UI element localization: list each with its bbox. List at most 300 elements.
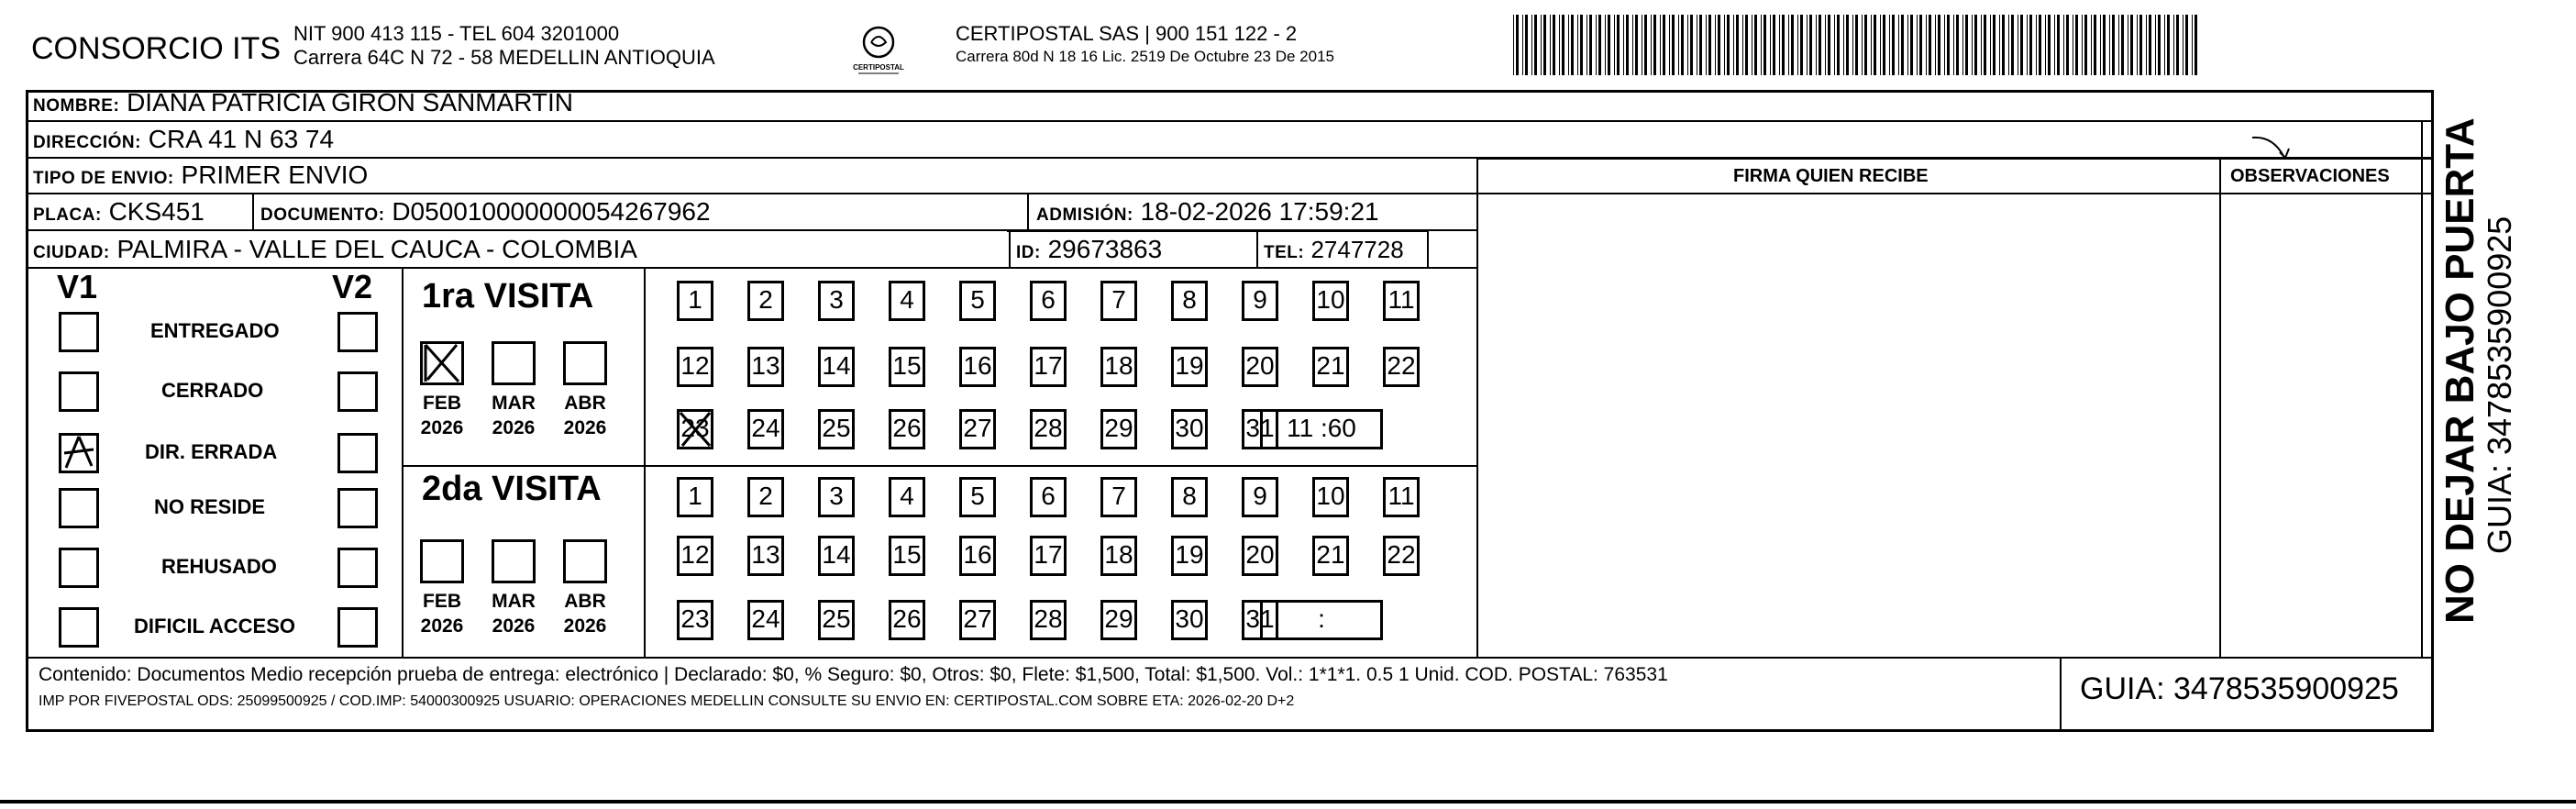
barcode-bar (1550, 15, 1551, 75)
visit1-day-box[interactable]: 29 (1100, 409, 1137, 449)
visit2-day-box[interactable]: 18 (1100, 536, 1137, 576)
status-reason-label: DIR. ERRADA (145, 440, 278, 463)
admission-value: 18-02-2026 17:59:21 (1140, 197, 1379, 226)
plate-label: PLACA: (33, 205, 102, 225)
visit2-month-name: FEB (423, 591, 461, 612)
barcode-bar (1807, 15, 1808, 75)
sig-header-divider (1478, 193, 2432, 194)
barcode-bar (1929, 15, 1931, 75)
barcode-bar (1559, 15, 1560, 75)
visit1-day-box[interactable]: 2 (747, 281, 784, 321)
visit2-day-box[interactable]: 5 (959, 477, 996, 517)
barcode-bar (1907, 15, 1908, 75)
barcode-bar (1852, 15, 1853, 75)
dir-errada-check-mark (59, 433, 99, 473)
visit2-day-box[interactable]: 27 (959, 600, 996, 640)
signature-header: FIRMA QUIEN RECIBE (1733, 166, 1929, 186)
barcode-bar (1562, 15, 1564, 75)
visit1-day-box[interactable]: 30 (1171, 409, 1208, 449)
barcode-bar (1889, 15, 1890, 75)
barcode-bar (1534, 15, 1537, 75)
visit2-month-checkbox[interactable] (420, 539, 464, 583)
barcode-bar (1981, 15, 1982, 75)
visit2-day-box[interactable]: 26 (889, 600, 925, 640)
admission-field (1036, 197, 1379, 230)
id-box-bottom (1007, 230, 1429, 232)
barcode-bar (1543, 15, 1546, 75)
visit1-day-box[interactable]: 20 (1242, 347, 1278, 387)
barcode-bar (2149, 15, 2151, 75)
v2-checkbox[interactable] (337, 607, 378, 648)
barcode-bar (1724, 15, 1725, 75)
v2-checkbox[interactable] (337, 433, 378, 473)
visit1-month-name: FEB (423, 393, 461, 414)
barcode-bar (1834, 15, 1835, 75)
barcode-bar (1864, 15, 1867, 75)
v2-checkbox[interactable] (337, 312, 378, 352)
barcode-bar (2100, 15, 2101, 75)
visit2-day-box[interactable]: 23 (677, 600, 713, 640)
barcode-bar (2109, 15, 2110, 75)
v2-checkbox[interactable] (337, 371, 378, 412)
barcode-bar (1938, 15, 1940, 75)
v1-checkbox[interactable] (59, 488, 99, 528)
barcode-bar (1843, 15, 1844, 75)
barcode-bar (1687, 15, 1688, 75)
visit1-day-box[interactable]: 19 (1171, 347, 1208, 387)
barcode-bar (2045, 15, 2046, 75)
visit1-day-box[interactable]: 9 (1242, 281, 1278, 321)
visit2-day-box[interactable]: 6 (1030, 477, 1067, 517)
visit1-time-box[interactable]: 11 :60 (1260, 409, 1383, 449)
visit2-day-box[interactable]: 24 (747, 600, 784, 640)
sig-left (1476, 158, 1478, 657)
barcode-bar (1708, 15, 1711, 75)
barcode-bar (2075, 15, 2078, 75)
visit1-day-box[interactable]: 16 (959, 347, 996, 387)
barcode-bar (1617, 15, 1620, 75)
visit1-day-box[interactable]: 17 (1030, 347, 1067, 387)
visit1-day-box[interactable]: 24 (747, 409, 784, 449)
barcode-bar (1653, 15, 1656, 75)
barcode-bar (1598, 15, 1601, 75)
id-field (1016, 235, 1162, 268)
barcode-bar (1577, 15, 1578, 75)
barcode-bar (1883, 15, 1885, 75)
barcode-bar (2158, 15, 2161, 75)
visit1-month-checkbox[interactable] (492, 341, 536, 385)
barcode-bar (2195, 15, 2197, 75)
visit2-day-box[interactable]: 1 (677, 477, 713, 517)
barcode-bar (1541, 15, 1542, 75)
plate-divider (252, 194, 254, 230)
barcode-bar (2084, 15, 2087, 75)
barcode-bar (1623, 15, 1624, 75)
barcode-bar (1953, 15, 1954, 75)
barcode-bar (1944, 15, 1945, 75)
barcode-bar (1651, 15, 1652, 75)
barcode-bar (1727, 15, 1730, 75)
footer-content: Contenido: Documentos Medio recepción prueba de entrega: electrónico | Declarado: $0, % Seguro: $0, Otros: $0, Flete: $1,500, Total: $1,500. Vol.: 1*1*1. 0.5 1 Unid. COD. POSTAL: 763531 (39, 664, 1668, 685)
barcode-bar (1632, 15, 1633, 75)
barcode-bar (1797, 15, 1798, 75)
barcode-bar (1644, 15, 1647, 75)
barcode-bar (1782, 15, 1785, 75)
send-type-label: TIPO DE ENVIO: (33, 169, 174, 188)
visit2-month-year: 2026 (563, 615, 607, 637)
visit2-month-checkbox[interactable] (492, 539, 536, 583)
document-label: DOCUMENTO: (260, 205, 385, 225)
barcode-bar (2192, 15, 2193, 75)
visit2-day-box[interactable]: 4 (889, 477, 925, 517)
visit1-day-box[interactable]: 12 (677, 347, 713, 387)
barcode-bar (1589, 15, 1592, 75)
barcode-bar (1580, 15, 1583, 75)
visit2-day-box[interactable]: 16 (959, 536, 996, 576)
barcode-bar (1553, 15, 1555, 75)
v1-checkbox[interactable] (59, 548, 99, 588)
barcode-bar (1984, 15, 1986, 75)
visit-divider (402, 465, 1478, 467)
courier-line: CERTIPOSTAL SAS | 900 151 122 - 2 (956, 22, 1298, 45)
nit-line: NIT 900 413 115 - TEL 604 3201000 (293, 22, 620, 45)
bottom-edge (0, 800, 2576, 803)
barcode-bar (1614, 15, 1615, 75)
shipment-form (26, 90, 2434, 732)
visit1-day-box[interactable]: 13 (747, 347, 784, 387)
send-type-value: PRIMER ENVIO (181, 161, 369, 189)
visit1-day-box[interactable]: 11 (1383, 281, 1420, 321)
barcode-bar (1990, 15, 1991, 75)
barcode-bar (1880, 15, 1881, 75)
obs-left (2219, 158, 2221, 657)
visit2-day-box[interactable]: 20 (1242, 536, 1278, 576)
barcode-bar (2121, 15, 2124, 75)
barcode-bar (2173, 15, 2174, 75)
barcode-bar (1736, 15, 1739, 75)
barcode-bar (2011, 15, 2014, 75)
barcode-bar (1672, 15, 1675, 75)
visit2-day-box[interactable]: 30 (1171, 600, 1208, 640)
visit2-day-box[interactable]: 29 (1100, 600, 1137, 640)
v1-checkbox[interactable] (59, 312, 99, 352)
barcode-bar (1837, 15, 1840, 75)
day-23-x-mark (677, 409, 713, 449)
barcode-bar (1513, 15, 1514, 75)
barcode-bar (2002, 15, 2005, 75)
barcode-bar (2185, 15, 2188, 75)
admission-box-top (1027, 193, 1478, 194)
barcode-bar (1846, 15, 1849, 75)
v1-checkbox[interactable] (59, 371, 99, 412)
barcode-bar (1800, 15, 1803, 75)
city-label: CIUDAD: (33, 243, 110, 262)
name-label: NOMBRE: (33, 96, 120, 116)
barcode-bar (1892, 15, 1895, 75)
barcode-bar (1531, 15, 1532, 75)
plate-value: CKS451 (108, 197, 205, 226)
barcode-bar (1898, 15, 1899, 75)
v2-checkbox[interactable] (337, 488, 378, 528)
barcode-bar (1972, 15, 1973, 75)
barcode-bar (2048, 15, 2051, 75)
feb-x-mark (420, 341, 464, 385)
visit2-day-box[interactable]: 7 (1100, 477, 1137, 517)
visit1-month-year: 2026 (420, 417, 464, 438)
barcode-bar (1681, 15, 1684, 75)
visit1-day-box[interactable]: 21 (1312, 347, 1349, 387)
barcode-bar (1733, 15, 1734, 75)
plate-field (33, 197, 205, 230)
visit1-day-box[interactable]: 18 (1100, 347, 1137, 387)
courier-info (956, 22, 1334, 68)
barcode-bar (1605, 15, 1606, 75)
visit2-day-box[interactable]: 21 (1312, 536, 1349, 576)
visit2-title: 2da VISITA (422, 470, 602, 508)
barcode-bar (1669, 15, 1670, 75)
barcode-bar (2176, 15, 2179, 75)
visit1-day-box[interactable]: 7 (1100, 281, 1137, 321)
visit2-time-box[interactable]: : (1260, 600, 1383, 640)
barcode-bar (1754, 15, 1757, 75)
visit2-day-box[interactable]: 31 (1242, 600, 1278, 640)
barcode-bar (1516, 15, 1519, 75)
barcode-bar (1663, 15, 1665, 75)
tel-divider (1256, 230, 1258, 267)
barcode-bar (2008, 15, 2009, 75)
visit2-day-box[interactable]: 12 (677, 536, 713, 576)
id-divider (1009, 230, 1011, 267)
visit2-day-box[interactable]: 19 (1171, 536, 1208, 576)
admission-label: ADMISIÓN: (1036, 205, 1133, 225)
barcode-bar (1773, 15, 1775, 75)
tel-field (1264, 235, 1404, 268)
barcode-bar (1874, 15, 1876, 75)
obs-right (2421, 121, 2423, 657)
barcode-bar (1901, 15, 1904, 75)
v2-checkbox[interactable] (337, 548, 378, 588)
barcode-bar (1635, 15, 1638, 75)
visit1-day-box[interactable]: 15 (889, 347, 925, 387)
barcode-bar (1763, 15, 1766, 75)
footer-guia-divider (2060, 657, 2062, 732)
footer-divider (28, 657, 2432, 659)
visit1-month-name: MAR (492, 393, 536, 414)
visit1-day-box[interactable]: 6 (1030, 281, 1067, 321)
barcode-bar (1809, 15, 1812, 75)
tel-value: 2747728 (1310, 236, 1404, 263)
visit2-day-box[interactable]: 22 (1383, 536, 1420, 576)
barcode-bar (2039, 15, 2041, 75)
status-divider (402, 268, 404, 657)
barcode-bar (1718, 15, 1720, 75)
visit1-month-label (561, 391, 609, 440)
barcode-bar (1660, 15, 1661, 75)
visit1-month-year: 2026 (563, 417, 607, 438)
barcode-bar (1935, 15, 1936, 75)
status-reason-label: CERRADO (161, 379, 264, 402)
license-line: Carrera 80d N 18 16 Lic. 2519 De Octubre 23 De 2015 (956, 48, 1334, 65)
recipient-name: DIANA PATRICIA GIRON SANMARTIN (127, 88, 574, 116)
visit2-day-box[interactable]: 14 (818, 536, 855, 576)
visit1-day-box[interactable]: 23 (677, 409, 713, 449)
visit2-day-box[interactable]: 13 (747, 536, 784, 576)
barcode-bar (1965, 15, 1968, 75)
v1-label: V1 (57, 268, 98, 305)
visit2-month-name: MAR (492, 591, 536, 612)
visit1-month-label (490, 391, 537, 440)
barcode-bar (1816, 15, 1817, 75)
barcode-bar (1910, 15, 1913, 75)
status-reason-label: REHUSADO (161, 555, 277, 578)
barcode-bar (1825, 15, 1826, 75)
visit1-day-box[interactable]: 28 (1030, 409, 1067, 449)
v1-checkbox[interactable] (59, 607, 99, 648)
visit1-title: 1ra VISITA (422, 277, 594, 316)
barcode-bar (1706, 15, 1707, 75)
barcode-bar (2139, 15, 2142, 75)
visit2-day-box[interactable]: 3 (818, 477, 855, 517)
barcode-bar (2183, 15, 2184, 75)
visit2-month-label (490, 589, 537, 638)
barcode-bar (2155, 15, 2156, 75)
barcode-bar (1699, 15, 1702, 75)
visit1-day-box[interactable]: 31 (1242, 409, 1278, 449)
status-reason-label: NO RESIDE (154, 495, 266, 518)
observations-header: OBSERVACIONES (2230, 166, 2390, 186)
visit2-month-label (561, 589, 609, 638)
visit1-day-box[interactable]: 4 (889, 281, 925, 321)
document-field (260, 197, 711, 230)
barcode-bar (1917, 15, 1918, 75)
visit2-day-box[interactable]: 10 (1312, 477, 1349, 517)
address-row (33, 125, 334, 158)
visit2-month-label (418, 589, 466, 638)
no-dejar-warning: NO DEJAR BAJO PUERTA (2438, 117, 2482, 624)
visit2-day-box[interactable]: 25 (818, 600, 855, 640)
barcode-bar (1761, 15, 1762, 75)
company-name: CONSORCIO ITS (31, 31, 282, 66)
barcode-bar (1926, 15, 1927, 75)
barcode-bar (1956, 15, 1959, 75)
barcode-bar (2054, 15, 2055, 75)
barcode-bar (1871, 15, 1872, 75)
barcode-bar (1525, 15, 1528, 75)
visit2-day-box[interactable]: 11 (1383, 477, 1420, 517)
visit2-month-checkbox[interactable] (563, 539, 607, 583)
visit1-day-box[interactable]: 27 (959, 409, 996, 449)
barcode-bar (2066, 15, 2069, 75)
visit1-month-name: ABR (564, 393, 606, 414)
status-reason-label: ENTREGADO (150, 319, 280, 342)
barcode-bar (1568, 15, 1569, 75)
barcode-bar (2091, 15, 2092, 75)
recipient-address: CRA 41 N 63 74 (148, 125, 335, 153)
visit1-day-box[interactable]: 25 (818, 409, 855, 449)
visit1-day-box[interactable]: 22 (1383, 347, 1420, 387)
visit2-day-box[interactable]: 17 (1030, 536, 1067, 576)
barcode-bar (2027, 15, 2028, 75)
barcode-bar (2167, 15, 2170, 75)
visit1-day-box[interactable]: 3 (818, 281, 855, 321)
visit2-day-box[interactable]: 28 (1030, 600, 1067, 640)
barcode-bar (2118, 15, 2119, 75)
send-type-row (33, 161, 368, 194)
visit2-day-box[interactable]: 8 (1171, 477, 1208, 517)
city-value: PALMIRA - VALLE DEL CAUCA - COLOMBIA (116, 235, 637, 263)
barcode-bar (2137, 15, 2138, 75)
barcode-bar (2020, 15, 2023, 75)
barcode-bar (1779, 15, 1780, 75)
barcode-bar (1919, 15, 1922, 75)
side-guia: GUIA: 3478535900925 (2481, 216, 2518, 554)
barcode-bar (1947, 15, 1950, 75)
name-row (33, 88, 573, 121)
visit2-month-name: ABR (564, 591, 606, 612)
barcode-bar (1962, 15, 1963, 75)
barcode-bar (1770, 15, 1771, 75)
barcode (1513, 15, 2201, 75)
visit2-day-box[interactable]: 9 (1242, 477, 1278, 517)
visit2-month-year: 2026 (492, 615, 536, 637)
footer-imp: IMP POR FIVEPOSTAL ODS: 25099500925 / COD.IMP: 54000300925 USUARIO: OPERACIONES MEDELLIN CONSULTE SU ENVIO EN: CERTIPOSTAL.COM SOBRE ETA: 2026-02-20 D+2 (39, 693, 1295, 709)
visit1-month-checkbox[interactable] (563, 341, 607, 385)
visit1-day-box[interactable]: 10 (1312, 281, 1349, 321)
city-field (33, 235, 637, 268)
barcode-bar (1819, 15, 1821, 75)
barcode-bar (2082, 15, 2083, 75)
visit1-day-box[interactable]: 8 (1171, 281, 1208, 321)
visit1-month-label (418, 391, 466, 440)
barcode-bar (2130, 15, 2133, 75)
barcode-bar (2164, 15, 2165, 75)
barcode-bar (1608, 15, 1610, 75)
address-line: Carrera 64C N 72 - 58 MEDELLIN ANTIOQUIA (293, 46, 715, 69)
barcode-bar (1999, 15, 2000, 75)
v2-label: V2 (332, 268, 373, 305)
visit1-day-box[interactable]: 5 (959, 281, 996, 321)
barcode-bar (1690, 15, 1693, 75)
barcode-bar (1626, 15, 1629, 75)
barcode-bar (2029, 15, 2032, 75)
id-label: ID: (1016, 243, 1041, 262)
visit2-day-box[interactable]: 2 (747, 477, 784, 517)
visit2-day-box[interactable]: 15 (889, 536, 925, 576)
barcode-bar (2112, 15, 2115, 75)
visit1-day-box[interactable]: 14 (818, 347, 855, 387)
barcode-bar (1522, 15, 1523, 75)
company-info (293, 22, 715, 70)
barcode-bar (2103, 15, 2106, 75)
barcode-bar (1596, 15, 1597, 75)
months-divider (644, 268, 646, 657)
status-reason-label: DIFICIL ACCESO (134, 615, 296, 637)
barcode-bar (1715, 15, 1716, 75)
barcode-bar (1745, 15, 1748, 75)
visit2-month-year: 2026 (420, 615, 464, 637)
visit1-day-box[interactable]: 1 (677, 281, 713, 321)
barcode-bar (1571, 15, 1574, 75)
barcode-bar (1862, 15, 1863, 75)
barcode-bar (1742, 15, 1743, 75)
barcode-bar (1993, 15, 1996, 75)
admission-divider (1027, 194, 1029, 230)
id-value: 29673863 (1047, 235, 1163, 263)
document-value: D050010000000054267962 (392, 197, 711, 226)
barcode-bar (1788, 15, 1789, 75)
barcode-bar (1828, 15, 1830, 75)
visit1-day-box[interactable]: 26 (889, 409, 925, 449)
